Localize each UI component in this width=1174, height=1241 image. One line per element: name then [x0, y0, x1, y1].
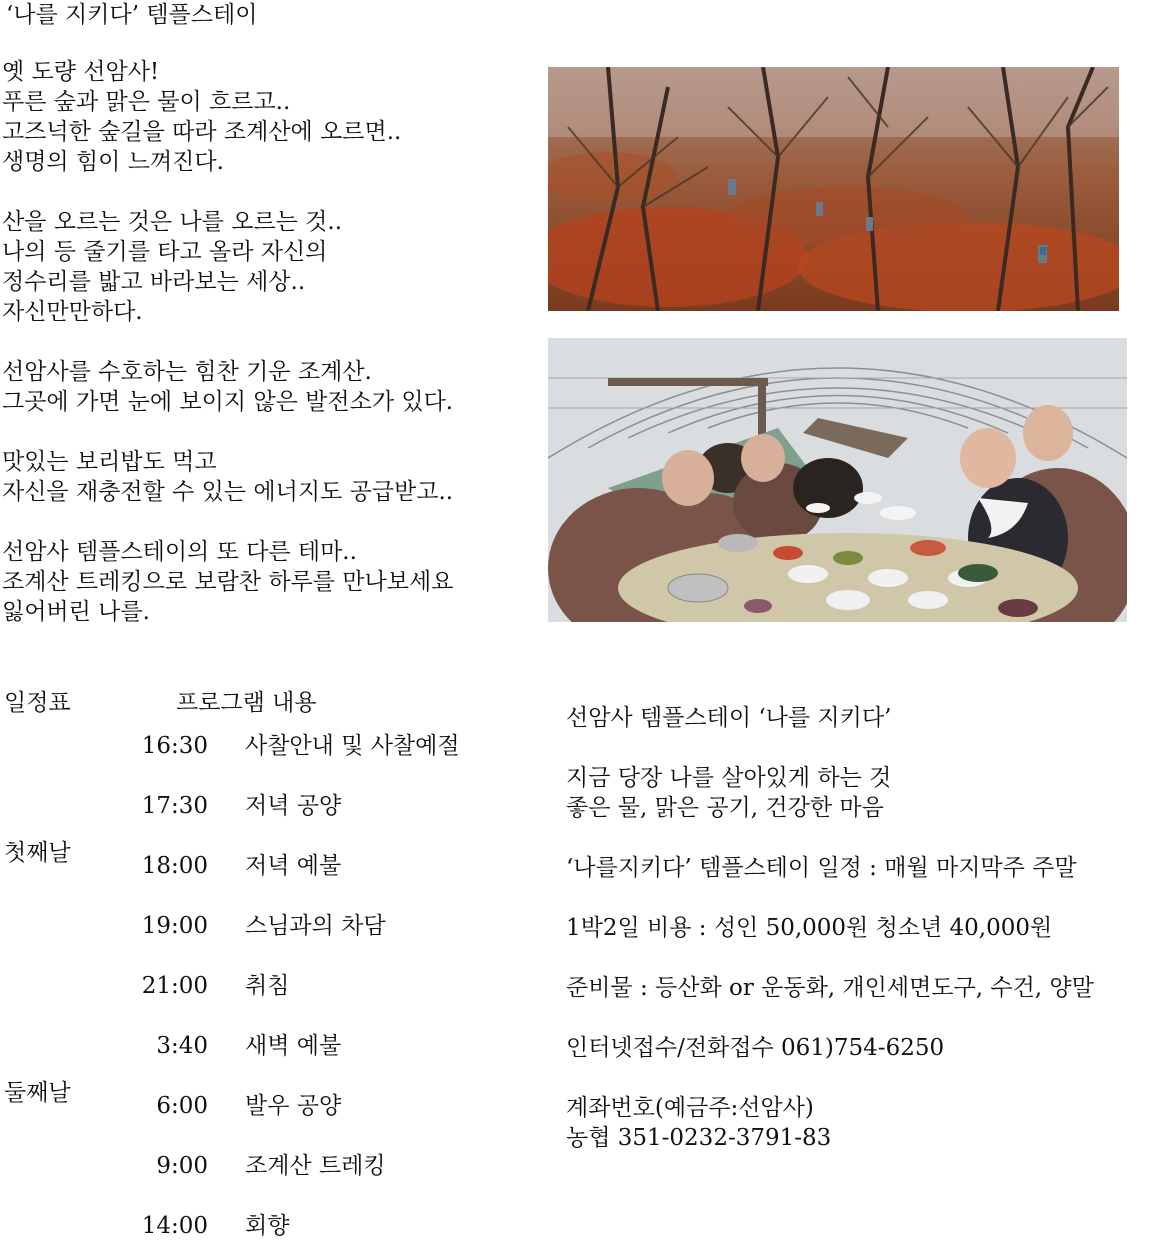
info-account-number: 농협 351-0232-3791-83 [566, 1125, 832, 1151]
info-line2: 좋은 물, 맑은 공기, 건강한 마음 [566, 795, 884, 821]
schedule-time: 14:00 [141, 1213, 208, 1239]
poem-line: 잃어버린 나를. [2, 599, 150, 625]
schedule-time: 19:00 [141, 913, 208, 939]
page-title: ‘나를 지키다’ 템플스테이 [6, 2, 258, 28]
schedule-time: 3:40 [156, 1033, 208, 1059]
poem-line: 산을 오르는 것은 나를 오르는 것.. [2, 209, 343, 235]
schedule-time: 6:00 [156, 1093, 208, 1119]
schedule-time: 18:00 [141, 853, 208, 879]
info-schedule: ‘나를지키다’ 템플스테이 일정 : 매월 마지막주 주말 [566, 855, 1077, 881]
poem-line: 푸른 숲과 맑은 물이 흐르고.. [2, 89, 291, 115]
poem-line: 선암사 템플스테이의 또 다른 테마.. [2, 539, 357, 565]
poem-line: 맛있는 보리밥도 먹고 [2, 449, 217, 475]
forest-trekking-photo [548, 67, 1119, 311]
schedule-header-content: 프로그램 내용 [176, 690, 317, 716]
poem-line: 옛 도량 선암사! [2, 59, 160, 85]
schedule-activity: 조계산 트레킹 [245, 1153, 386, 1179]
schedule-time: 16:30 [141, 733, 208, 759]
day2-label: 둘째날 [4, 1080, 71, 1106]
poem-line: 조계산 트레킹으로 보람찬 하루를 만나보세요 [2, 569, 454, 595]
poem-line: 나의 등 줄기를 타고 올라 자신의 [2, 239, 328, 265]
info-heading: 선암사 템플스테이 ‘나를 지키다’ [566, 705, 892, 731]
schedule-time: 9:00 [156, 1153, 208, 1179]
meal-scene [548, 338, 1127, 622]
day1-label: 첫째날 [4, 840, 71, 866]
info-contact: 인터넷접수/전화접수 061)754-6250 [566, 1035, 945, 1061]
poem-line: 생명의 힘이 느껴진다. [2, 149, 224, 175]
poem-line: 자신만만하다. [2, 299, 143, 325]
info-account-label: 계좌번호(예금주:선암사) [566, 1095, 814, 1121]
schedule-time: 17:30 [141, 793, 208, 819]
schedule-activity: 취침 [245, 973, 290, 999]
info-line1: 지금 당장 나를 살아있게 하는 것 [566, 765, 892, 791]
schedule-activity: 스님과의 차담 [245, 913, 386, 939]
schedule-activity: 사찰안내 및 사찰예절 [245, 733, 460, 759]
poem-line: 고즈넉한 숲길을 따라 조계산에 오르면.. [2, 119, 402, 145]
greenhouse-meal-photo [548, 338, 1127, 622]
poem-line: 자신을 재충전할 수 있는 에너지도 공급받고.. [2, 479, 454, 505]
schedule-header-label: 일정표 [4, 690, 71, 716]
schedule-time: 21:00 [141, 973, 208, 999]
poem-line: 정수리를 밟고 바라보는 세상.. [2, 269, 306, 295]
forest-scene [548, 67, 1119, 311]
info-prep: 준비물 : 등산화 or 운동화, 개인세면도구, 수건, 양말 [566, 975, 1094, 1001]
schedule-activity: 저녁 예불 [245, 853, 342, 879]
poem-line: 선암사를 수호하는 힘찬 기운 조계산. [2, 359, 372, 385]
schedule-activity: 회향 [245, 1213, 290, 1239]
schedule-activity: 저녁 공양 [245, 793, 342, 819]
schedule-activity: 새벽 예불 [245, 1033, 342, 1059]
schedule-activity: 발우 공양 [245, 1093, 342, 1119]
poem-line: 그곳에 가면 눈에 보이지 않은 발전소가 있다. [2, 389, 454, 415]
info-cost: 1박2일 비용 : 성인 50,000원 청소년 40,000원 [566, 915, 1053, 941]
